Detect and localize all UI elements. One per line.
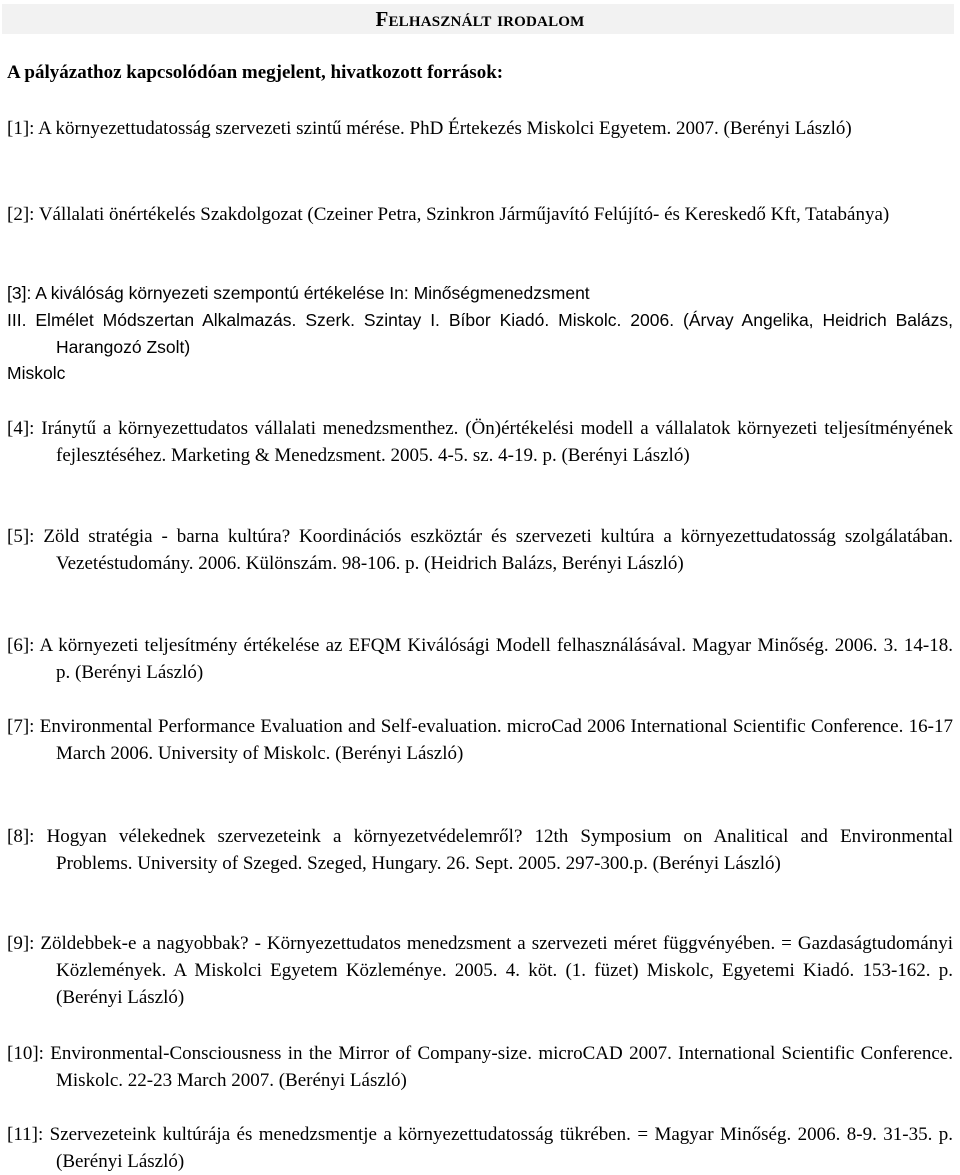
- reference-9: [9]: Zöldebbek-e a nagyobbak? - Környezettudatos menedzsment a szervezeti méret függvényében. = Gazdaságtudományi Közlemények. A Miskolci Egyetem Közleménye. 2005. 4. köt. (1. füzet) Miskolc, Egyetemi Kiadó. 153-162. p. (Berényi László): [7, 933, 953, 1008]
- reference-11: [11]: Szervezeteink kultúrája és menedzsmentje a környezettudatosság tükrében. = Magyar Minőség. 2006. 8-9. 31-35. p. (Berényi László): [7, 1124, 953, 1172]
- reference-3: [3]: A kiválóság környezeti szempontú értékelése In: Minőségmenedzsment: [7, 283, 590, 303]
- reference-10: [10]: Environmental-Consciousness in the Mirror of Company-size. microCAD 2007. International Scientific Conference. Miskolc. 22-23 March 2007. (Berényi László): [7, 1043, 953, 1091]
- reference-1: [1]: A környezettudatosság szervezeti szintű mérése. PhD Értekezés Miskolci Egyetem. 2007. (Berényi László): [7, 118, 852, 139]
- reference-8: [8]: Hogyan vélekednek szervezeteink a környezetvédelemről? 12th Symposium on Analitical and Environmental Problems. University of Szeged. Szeged, Hungary. 26. Sept. 2005. 297-300.p. (Berényi László): [7, 826, 953, 874]
- reference-3-continuation: III. Elmélet Módszertan Alkalmazás. Szerk. Szintay I. Bíbor Kiadó. Miskolc. 2006. (Árvay Angelika, Heidrich Balázs, Harangozó Zsolt): [7, 310, 953, 357]
- reference-5: [5]: Zöld stratégia - barna kultúra? Koordinációs eszköztár és szervezeti kultúra a környezettudatosság szolgálatában. Vezetéstudomány. 2006. Különszám. 98-106. p. (Heidrich Balázs, Berényi László): [7, 526, 953, 574]
- reference-6: [6]: A környezeti teljesítmény értékelése az EFQM Kiválósági Modell felhasználásával. Magyar Minőség. 2006. 3. 14-18. p. (Berényi László): [7, 635, 953, 683]
- page-title: Felhasznált irodalom: [375, 7, 585, 31]
- reference-7: [7]: Environmental Performance Evaluation and Self-evaluation. microCad 2006 International Scientific Conference. 16-17 March 2006. University of Miskolc. (Berényi László): [7, 716, 953, 764]
- reference-2: [2]: Vállalati önértékelés Szakdolgozat (Czeiner Petra, Szinkron Járműjavító Felújító- és Kereskedő Kft, Tatabánya): [7, 204, 890, 225]
- section-subtitle: A pályázathoz kapcsolódóan megjelent, hivatkozott források:: [7, 62, 504, 83]
- reference-3-place: Miskolc: [7, 363, 66, 383]
- reference-4: [4]: Iránytű a környezettudatos vállalati menedzsmenthez. (Ön)értékelési modell a vállalatok környezeti teljesítményének fejlesztéséhez. Marketing & Menedzsment. 2005. 4-5. sz. 4-19. p. (Berényi László): [7, 418, 953, 466]
